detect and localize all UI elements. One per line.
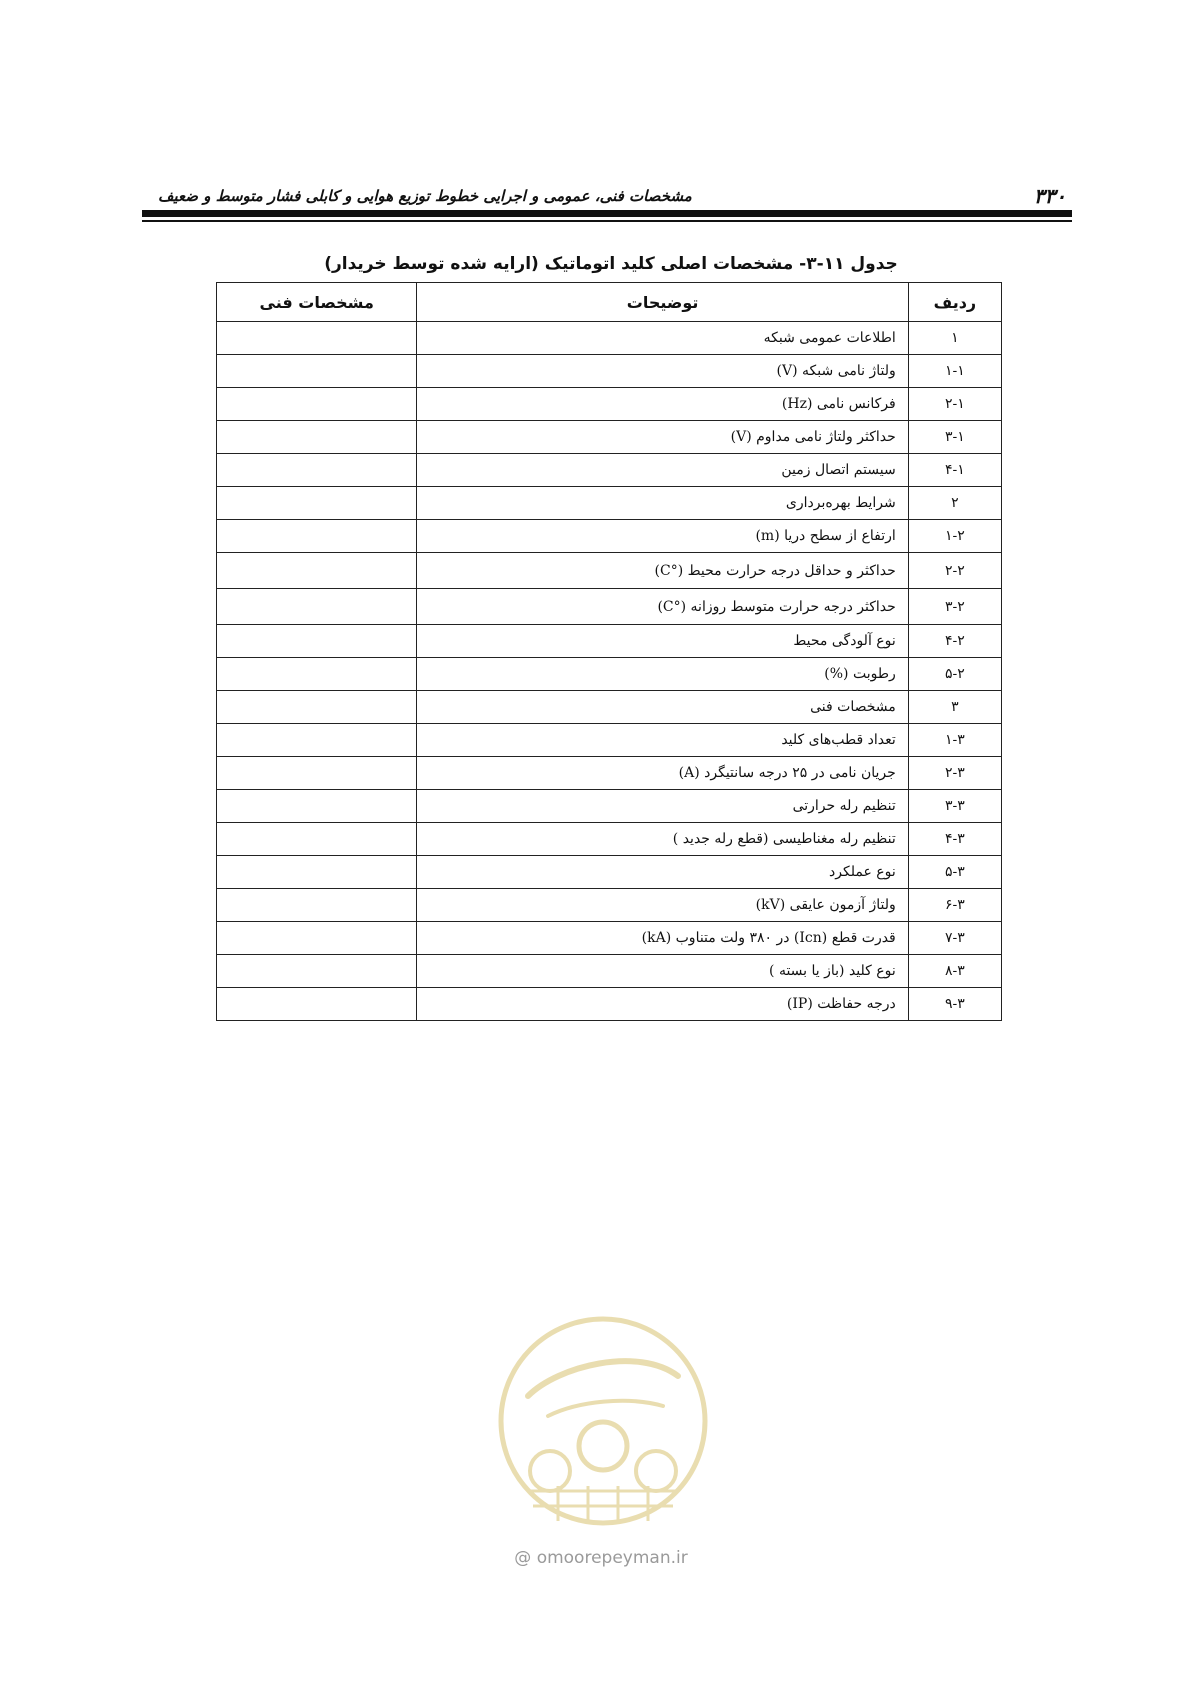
omoorepeyman-logo-watermark — [488, 1306, 718, 1536]
row-number-cell: ۴-۱ — [908, 454, 1001, 487]
row-number-cell: ۹-۳ — [908, 988, 1001, 1021]
row-number-cell: ۸-۳ — [908, 955, 1001, 988]
table-row — [217, 691, 1002, 724]
logo-calligraphy-stroke — [548, 1401, 663, 1416]
table-caption: جدول ۱۱-۳- مشخصات اصلی کلید اتوماتیک (ارایه شده توسط خریدار) — [324, 254, 898, 274]
row-number-cell: ۲ — [908, 487, 1001, 520]
header-description: توضیحات — [417, 283, 908, 322]
row-number-cell: ۳-۲ — [908, 589, 1001, 625]
spec-value-cell[interactable] — [217, 322, 417, 355]
spec-table — [216, 282, 1002, 1021]
description-cell: مشخصات فنی — [417, 691, 908, 724]
row-number-cell: ۲-۱ — [908, 388, 1001, 421]
header-rule-thin — [142, 220, 1072, 222]
row-number-cell: ۵-۳ — [908, 856, 1001, 889]
watermark-site: @ omoorepeyman.ir — [514, 1548, 688, 1568]
spec-value-cell[interactable] — [217, 955, 417, 988]
row-number-cell: ۲-۳ — [908, 757, 1001, 790]
table-row — [217, 889, 1002, 922]
logo-gear-left — [530, 1451, 570, 1491]
logo-gear-right — [636, 1451, 676, 1491]
spec-value-cell[interactable] — [217, 790, 417, 823]
table-row — [217, 553, 1002, 589]
table-body — [217, 322, 1002, 1021]
description-cell: سیستم اتصال زمین — [417, 454, 908, 487]
spec-value-cell[interactable] — [217, 658, 417, 691]
spec-value-cell[interactable] — [217, 487, 417, 520]
table-row — [217, 823, 1002, 856]
table-row — [217, 589, 1002, 625]
header-rule-thick — [142, 210, 1072, 217]
description-cell: حداکثر و حداقل درجه حرارت محیط (°C) — [417, 553, 908, 589]
spec-value-cell[interactable] — [217, 355, 417, 388]
spec-value-cell[interactable] — [217, 454, 417, 487]
row-number-cell: ۵-۲ — [908, 658, 1001, 691]
table-row — [217, 724, 1002, 757]
table-row — [217, 421, 1002, 454]
description-cell: اطلاعات عمومی شبکه — [417, 322, 908, 355]
row-number-cell: ۱-۱ — [908, 355, 1001, 388]
table-row — [217, 988, 1002, 1021]
description-cell: ولتاژ آزمون عایقی (kV) — [417, 889, 908, 922]
description-cell: حداکثر درجه حرارت متوسط روزانه (°C) — [417, 589, 908, 625]
row-number-cell: ۳ — [908, 691, 1001, 724]
watermark-site-text: omoorepeyman.ir — [536, 1548, 688, 1568]
table-row — [217, 355, 1002, 388]
spec-value-cell[interactable] — [217, 388, 417, 421]
logo-grid — [528, 1486, 678, 1523]
description-cell: تعداد قطب‌های کلید — [417, 724, 908, 757]
spec-value-cell[interactable] — [217, 856, 417, 889]
table-row — [217, 454, 1002, 487]
description-cell: قدرت قطع (Icn) در ۳۸۰ ولت متناوب (kA) — [417, 922, 908, 955]
row-number-cell: ۳-۳ — [908, 790, 1001, 823]
spec-value-cell[interactable] — [217, 889, 417, 922]
row-number-cell: ۱-۲ — [908, 520, 1001, 553]
spec-value-cell[interactable] — [217, 823, 417, 856]
table-row — [217, 922, 1002, 955]
description-cell: نوع عملکرد — [417, 856, 908, 889]
spec-value-cell[interactable] — [217, 520, 417, 553]
table-row — [217, 658, 1002, 691]
table-row — [217, 955, 1002, 988]
table-row — [217, 625, 1002, 658]
row-number-cell: ۲-۲ — [908, 553, 1001, 589]
table-header-row — [217, 283, 1002, 322]
table-row — [217, 757, 1002, 790]
description-cell: رطوبت (%) — [417, 658, 908, 691]
description-cell: تنظیم رله حرارتی — [417, 790, 908, 823]
logo-gear-center — [579, 1422, 627, 1470]
row-number-cell: ۴-۳ — [908, 823, 1001, 856]
table-row — [217, 487, 1002, 520]
spec-value-cell[interactable] — [217, 553, 417, 589]
table-row — [217, 388, 1002, 421]
header-spec: مشخصات فنی — [217, 283, 417, 322]
description-cell: تنظیم رله مغناطیسی (قطع رله جدید ) — [417, 823, 908, 856]
spec-value-cell[interactable] — [217, 922, 417, 955]
description-cell: نوع کلید (باز یا بسته ) — [417, 955, 908, 988]
description-cell: درجه حفاظت (IP) — [417, 988, 908, 1021]
row-number-cell: ۴-۲ — [908, 625, 1001, 658]
description-cell: ولتاژ نامی شبکه (V) — [417, 355, 908, 388]
spec-value-cell[interactable] — [217, 988, 417, 1021]
page-number: ۳۳۰ — [1033, 184, 1066, 208]
description-cell: جریان نامی در ۲۵ درجه سانتیگرد (A) — [417, 757, 908, 790]
row-number-cell: ۷-۳ — [908, 922, 1001, 955]
description-cell: شرایط بهره‌برداری — [417, 487, 908, 520]
spec-value-cell[interactable] — [217, 589, 417, 625]
book-title: مشخصات فنی، عمومی و اجرایی خطوط توزیع هوایی و کابلی فشار متوسط و ضعیف — [158, 187, 692, 205]
row-number-cell: ۳-۱ — [908, 421, 1001, 454]
spec-value-cell[interactable] — [217, 724, 417, 757]
description-cell: حداکثر ولتاژ نامی مداوم (V) — [417, 421, 908, 454]
spec-value-cell[interactable] — [217, 691, 417, 724]
table-row — [217, 856, 1002, 889]
description-cell: نوع آلودگی محیط — [417, 625, 908, 658]
spec-value-cell[interactable] — [217, 625, 417, 658]
description-cell: ارتفاع از سطح دریا (m) — [417, 520, 908, 553]
table-row — [217, 322, 1002, 355]
table-row — [217, 790, 1002, 823]
table-row — [217, 520, 1002, 553]
header-row-number: ردیف — [908, 283, 1001, 322]
spec-value-cell[interactable] — [217, 757, 417, 790]
row-number-cell: ۱ — [908, 322, 1001, 355]
description-cell: فرکانس نامی (Hz) — [417, 388, 908, 421]
logo-calligraphy-stroke — [528, 1361, 678, 1396]
row-number-cell: ۶-۳ — [908, 889, 1001, 922]
spec-value-cell[interactable] — [217, 421, 417, 454]
row-number-cell: ۱-۳ — [908, 724, 1001, 757]
